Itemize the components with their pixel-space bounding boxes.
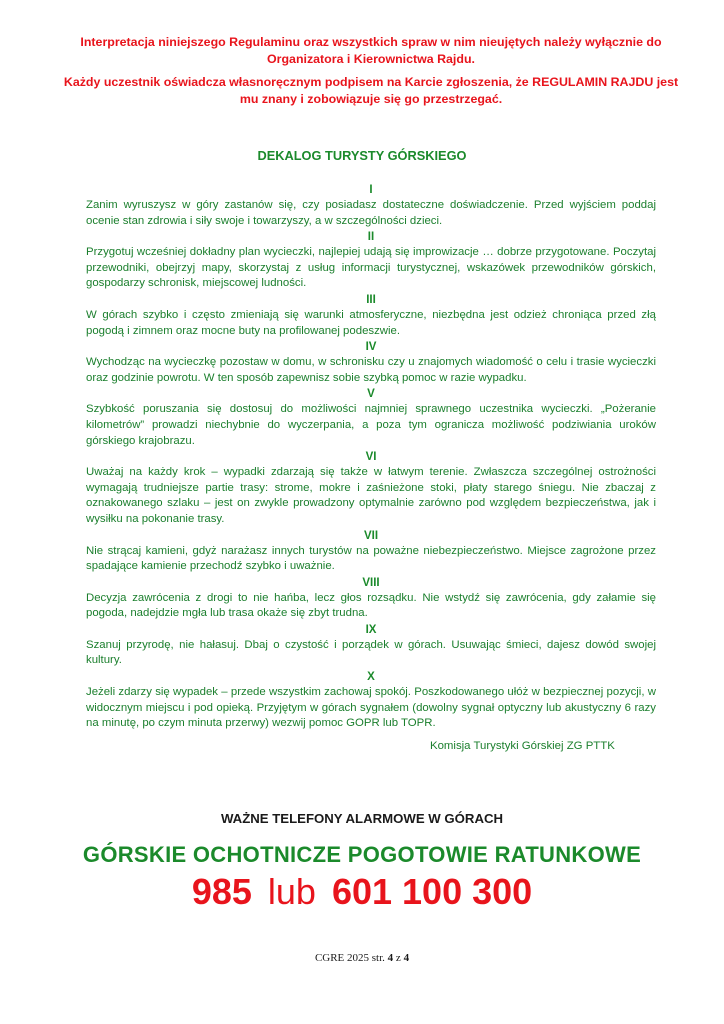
rule-number: IV [365,341,377,354]
rule-text: Zanim wyruszysz w góry zastanów się, czy posiadasz dostateczne doświadczenie. Przed wyjściem poddaj ocenie stan zdrowia i siły swoje i towarzyszy, a w szczególności dzieci. [86,199,656,227]
footer-page-number: 4 [387,952,394,964]
rule-number: IX [365,623,377,636]
dekalog-rules [86,183,656,733]
rule-item [86,529,656,575]
rule-text: Jeżeli zdarzy się wypadek – przede wszystkim zachowaj spokój. Poszkodowanego ułóż w bezpiecznej pozycji, w widocznym miejscu i pod opieką. Przyjętym w górach sygnałem (dowolny sygnał optyczny lub akustyczny 6 razy na minutę, po czym minuta przerwy) wezwij pomoc GOPR lub TOPR. [86,686,656,730]
rule-number: VI [365,451,377,464]
phone-separator: lub [267,871,316,912]
rule-number: II [367,231,375,244]
phone-number-short: 985 [191,871,252,912]
rule-text: Wychodząc na wycieczkę pozostaw w domu, w schronisku czy u znajomych wiadomość o celu i trasie wycieczki oraz godzinie powrotu. W ten sposób zapewnisz sobie szybką pomoc w razie wypadku. [86,356,656,384]
rule-text: Szybkość poruszania się dostosuj do możliwości najmniej sprawnego uczestnika wycieczki. „Pożeranie kilometrów” prowadzi niechybnie do wyczerpania, a poza tym ogranicza możliwość podziwiania uroków górskiego krajobrazu. [86,403,656,447]
rule-number: I [369,184,373,196]
rule-number: VII [363,529,379,542]
rule-number: X [367,671,375,684]
dekalog-signature: Komisja Turystyki Górskiej ZG PTTK [430,740,615,752]
rule-item [86,670,656,732]
footer-page-total: 4 [403,952,410,964]
rule-text: Szanuj przyrodę, nie hałasuj. Dbaj o czystość i porządek w górach. Usuwając śmieci, dajesz dowód swojej kultury. [86,638,656,667]
page-footer [0,952,724,964]
rule-text: W górach szybko i często zmieniają się warunki atmosferyczne, niezbędna jest odzież chroniąca przed złą pogodą i zimnem oraz mocne buty na profilowanej podeszwie. [86,308,656,337]
phone-number-long: 601 100 300 [331,871,533,912]
rule-text: Decyzja zawrócenia z drogi to nie hańba, lecz głos rozsądku. Nie wstydź się zawrócenia, gdy załamie się pogoda, nadejdzie mgła lub trasa okaże się zbyt trudna. [86,591,656,620]
rule-item [86,576,656,622]
rule-number: V [367,388,375,401]
rule-number: III [366,293,376,306]
rule-item [86,293,656,339]
rule-text: Przygotuj wcześniej dokładny plan wycieczki, najlepiej udają się improwizacje … dobrze przygotowane. Poczytaj przewodniki, obejrzyj mapy, skorzystaj z usług informacji turystycznej, wskazówek przewodników górskich, gospodarzy schronisk, miejscowej ludności. [86,246,656,290]
rule-text: Uważaj na każdy krok – wypadki zdarzają się także w łatwym terenie. Zwłaszcza szczególnej ostrożności wymagają trudniejsze partie trasy: strome, mokre i zaśnieżone stoki, płaty starego śniegu. Nie zbaczaj z oznakowanego szlaku – jest on zwykle prowadzony optymalnie zarówno pod względem bezpieczeństwa, jak i wysiłku na pokonanie trasy. [86,466,656,525]
footer-doc-label: CGRE 2025 str. [314,952,385,964]
rule-number: VIII [362,576,380,589]
alarm-phones-title: WAŻNE TELEFONY ALARMOWE W GÓRACH [220,811,504,826]
rule-item [86,623,656,669]
intro-notice [60,34,682,114]
rule-text: Nie strącaj kamieni, gdyż narażasz innych turystów na poważne niebezpieczeństwo. Miejsce zagrożone przez spadające kamienie przechodź szybko i uważnie. [86,544,656,573]
intro-paragraph-interpretation: Interpretacja niniejszego Regulaminu oraz wszystkich spraw w nim nieujętych należy wyłącznie do Organizatora i Kierownictwa Rajdu. [80,35,662,66]
rule-item [86,450,656,527]
alarm-phone-numbers [0,868,724,916]
dekalog-title: DEKALOG TURYSTY GÓRSKIEGO [257,148,467,163]
rule-item [86,230,656,292]
gopr-service-name: GÓRSKIE OCHOTNICZE POGOTOWIE RATUNKOWE [82,842,642,867]
footer-of: z [395,952,401,964]
rule-item [86,183,656,229]
rule-item [86,340,656,386]
rule-item [86,387,656,449]
intro-paragraph-declaration: Każdy uczestnik oświadcza własnoręcznym podpisem na Karcie zgłoszenia, że REGULAMIN RAJDU jest mu znany i zobowiązuje się go przestrzegać. [63,75,679,106]
